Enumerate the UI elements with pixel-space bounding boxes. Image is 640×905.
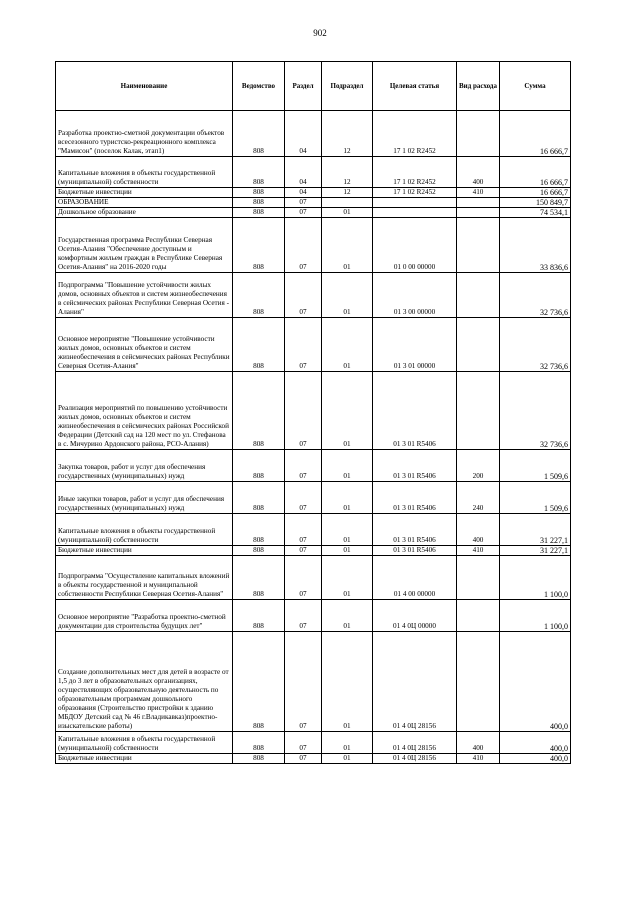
row-department: 808: [233, 556, 285, 600]
row-section: 07: [285, 632, 322, 732]
row-subsection: 12: [322, 188, 373, 198]
row-expense-type: 240: [457, 482, 500, 514]
row-expense-type: [457, 632, 500, 732]
row-subsection: 01: [322, 318, 373, 372]
row-name: Закупка товаров, работ и услуг для обеспечения государственных (муниципальных) нужд: [56, 450, 233, 482]
row-sum: 1 509,6: [500, 450, 571, 482]
row-department: 808: [233, 318, 285, 372]
row-target-article: 01 3 01 00000: [373, 318, 457, 372]
row-department: 808: [233, 546, 285, 556]
header-subsection: Подраздел: [322, 62, 373, 111]
row-name: Иные закупки товаров, работ и услуг для обеспечения государственных (муниципальных) нужд: [56, 482, 233, 514]
row-name: Бюджетные инвестиции: [56, 546, 233, 556]
row-name: ОБРАЗОВАНИЕ: [56, 198, 233, 208]
row-sum: 32 736,6: [500, 318, 571, 372]
row-department: 808: [233, 111, 285, 157]
row-section: 07: [285, 372, 322, 450]
row-target-article: 01 3 01 R5406: [373, 372, 457, 450]
row-department: 808: [233, 632, 285, 732]
row-expense-type: [457, 198, 500, 208]
table-row: [56, 546, 571, 556]
row-sum: 32 736,6: [500, 273, 571, 318]
row-target-article: 17 1 02 R2452: [373, 111, 457, 157]
table-row: [56, 600, 571, 632]
row-name: Бюджетные инвестиции: [56, 754, 233, 764]
row-department: 808: [233, 273, 285, 318]
row-target-article: 01 3 01 R5406: [373, 514, 457, 546]
header-name: Наименование: [56, 62, 233, 111]
row-expense-type: 400: [457, 514, 500, 546]
row-subsection: 01: [322, 732, 373, 754]
row-name: Капитальные вложения в объекты государственной (муниципальной) собственности: [56, 732, 233, 754]
table-row: [56, 514, 571, 546]
row-department: 808: [233, 600, 285, 632]
row-target-article: 01 4 00 00000: [373, 556, 457, 600]
row-target-article: 01 4 0Ц 28156: [373, 754, 457, 764]
row-subsection: 01: [322, 208, 373, 218]
row-target-article: 17 1 02 R2452: [373, 157, 457, 188]
row-subsection: 01: [322, 372, 373, 450]
table-row: [56, 732, 571, 754]
row-department: 808: [233, 188, 285, 198]
row-expense-type: [457, 208, 500, 218]
row-subsection: [322, 198, 373, 208]
row-section: 04: [285, 157, 322, 188]
table-row: [56, 218, 571, 273]
row-expense-type: [457, 218, 500, 273]
row-department: 808: [233, 218, 285, 273]
row-sum: 32 736,6: [500, 372, 571, 450]
row-department: 808: [233, 482, 285, 514]
header-expense-type: Вид расхода: [457, 62, 500, 111]
row-section: 07: [285, 754, 322, 764]
row-target-article: 01 3 01 R5406: [373, 450, 457, 482]
row-sum: 16 666,7: [500, 188, 571, 198]
row-subsection: 01: [322, 514, 373, 546]
row-sum: 16 666,7: [500, 157, 571, 188]
row-expense-type: [457, 556, 500, 600]
table-row: [56, 372, 571, 450]
table-row: [56, 318, 571, 372]
row-section: 07: [285, 482, 322, 514]
row-target-article: 01 3 01 R5406: [373, 482, 457, 514]
row-subsection: 01: [322, 482, 373, 514]
row-target-article: 01 4 0Ц 00000: [373, 600, 457, 632]
row-section: 07: [285, 556, 322, 600]
row-name: Разработка проектно-сметной документации объектов всесезонного туристско-рекреационного комплекса "Мамисон" (поселок Калак, этап1): [56, 111, 233, 157]
row-name: Бюджетные инвестиции: [56, 188, 233, 198]
table-row: [56, 111, 571, 157]
row-expense-type: 410: [457, 546, 500, 556]
table-row: [56, 157, 571, 188]
row-section: 07: [285, 273, 322, 318]
row-section: 04: [285, 111, 322, 157]
row-department: 808: [233, 157, 285, 188]
table-row: [56, 208, 571, 218]
row-subsection: 01: [322, 546, 373, 556]
row-section: 07: [285, 514, 322, 546]
row-expense-type: 400: [457, 732, 500, 754]
row-expense-type: 410: [457, 754, 500, 764]
row-target-article: 01 0 00 00000: [373, 218, 457, 273]
row-section: 07: [285, 450, 322, 482]
row-sum: 150 849,7: [500, 198, 571, 208]
row-target-article: 01 3 00 00000: [373, 273, 457, 318]
table-row: [56, 482, 571, 514]
row-sum: 400,0: [500, 754, 571, 764]
row-subsection: 12: [322, 157, 373, 188]
row-sum: 400,0: [500, 732, 571, 754]
row-name: Реализация мероприятий по повышению устойчивости жилых домов, основных объектов и систем жизнеобеспечения в сейсмических районах Российской Федерации (Детский сад на 120 мест по ул. Стефанова в с. Мичурино Ардонского района, РСО-Алания): [56, 372, 233, 450]
row-sum: 400,0: [500, 632, 571, 732]
row-target-article: 17 1 02 R2452: [373, 188, 457, 198]
row-subsection: 01: [322, 218, 373, 273]
table-row: [56, 188, 571, 198]
row-sum: 1 100,0: [500, 556, 571, 600]
row-target-article: 01 3 01 R5406: [373, 546, 457, 556]
row-department: 808: [233, 198, 285, 208]
row-section: 07: [285, 318, 322, 372]
row-sum: 1 509,6: [500, 482, 571, 514]
row-sum: 33 836,6: [500, 218, 571, 273]
row-sum: 74 534,1: [500, 208, 571, 218]
row-department: 808: [233, 732, 285, 754]
row-name: Государственная программа Республики Северная Осетия-Алания "Обеспечение доступным и комфортным жильем граждан в Республике Северная Осетия-Алания" на 2016-2020 годы: [56, 218, 233, 273]
table-row: [56, 273, 571, 318]
budget-table: [55, 61, 571, 764]
row-department: 808: [233, 372, 285, 450]
header-section: Раздел: [285, 62, 322, 111]
row-department: 808: [233, 514, 285, 546]
row-section: 07: [285, 600, 322, 632]
row-sum: 16 666,7: [500, 111, 571, 157]
row-expense-type: [457, 318, 500, 372]
row-name: Подпрограмма "Повышение устойчивости жилых домов, основных объектов и систем жизнеобеспечения в сейсмических районах Республики Северная Осетия - Алания": [56, 273, 233, 318]
table-row: [56, 198, 571, 208]
header-target-article: Целевая статья: [373, 62, 457, 111]
row-expense-type: 410: [457, 188, 500, 198]
row-name: Капитальные вложения в объекты государственной (муниципальной) собственности: [56, 514, 233, 546]
row-name: Создание дополнительных мест для детей в возрасте от 1,5 до 3 лет в образовательных организациях, осуществляющих образовательную деятельность по образовательным программам дошкольного образования (Строительство пристройки к зданию МБДОУ Детский сад № 46 г.Владикавказ)проектно-изыскательские работы): [56, 632, 233, 732]
row-target-article: [373, 208, 457, 218]
row-subsection: 01: [322, 273, 373, 318]
row-department: 808: [233, 208, 285, 218]
row-subsection: 01: [322, 632, 373, 732]
table-row: [56, 632, 571, 732]
row-section: 07: [285, 546, 322, 556]
row-department: 808: [233, 450, 285, 482]
row-subsection: 01: [322, 600, 373, 632]
row-name: Основное мероприятие "Разработка проектно-сметной документации для строительства будущих лет": [56, 600, 233, 632]
row-department: 808: [233, 754, 285, 764]
row-section: 07: [285, 218, 322, 273]
header-sum: Сумма: [500, 62, 571, 111]
row-expense-type: 400: [457, 157, 500, 188]
row-section: 07: [285, 198, 322, 208]
row-name: Капитальные вложения в объекты государственной (муниципальной) собственности: [56, 157, 233, 188]
table-row: [56, 556, 571, 600]
row-subsection: 01: [322, 754, 373, 764]
row-section: 07: [285, 208, 322, 218]
table-row: [56, 754, 571, 764]
row-sum: 1 100,0: [500, 600, 571, 632]
row-section: 07: [285, 732, 322, 754]
row-expense-type: [457, 273, 500, 318]
row-sum: 31 227,1: [500, 546, 571, 556]
row-name: Основное мероприятие "Повышение устойчивости жилых домов, основных объектов и систем жизнеобеспечения в сейсмических районах Республики Северная Осетия-Алания": [56, 318, 233, 372]
row-sum: 31 227,1: [500, 514, 571, 546]
table-row: [56, 450, 571, 482]
row-target-article: 01 4 0Ц 28156: [373, 632, 457, 732]
row-section: 04: [285, 188, 322, 198]
row-expense-type: [457, 111, 500, 157]
row-name: Дошкольное образование: [56, 208, 233, 218]
row-target-article: [373, 198, 457, 208]
row-subsection: 01: [322, 450, 373, 482]
row-name: Подпрограмма "Осуществление капитальных вложений в объекты государственной и муниципальной собственности Республики Северная Осетия-Алания": [56, 556, 233, 600]
row-subsection: 01: [322, 556, 373, 600]
row-expense-type: [457, 600, 500, 632]
page-number: 902: [313, 28, 327, 38]
row-target-article: 01 4 0Ц 28156: [373, 732, 457, 754]
row-subsection: 12: [322, 111, 373, 157]
header-department: Ведомство: [233, 62, 285, 111]
row-expense-type: 200: [457, 450, 500, 482]
table-header-row: [56, 62, 571, 111]
row-expense-type: [457, 372, 500, 450]
